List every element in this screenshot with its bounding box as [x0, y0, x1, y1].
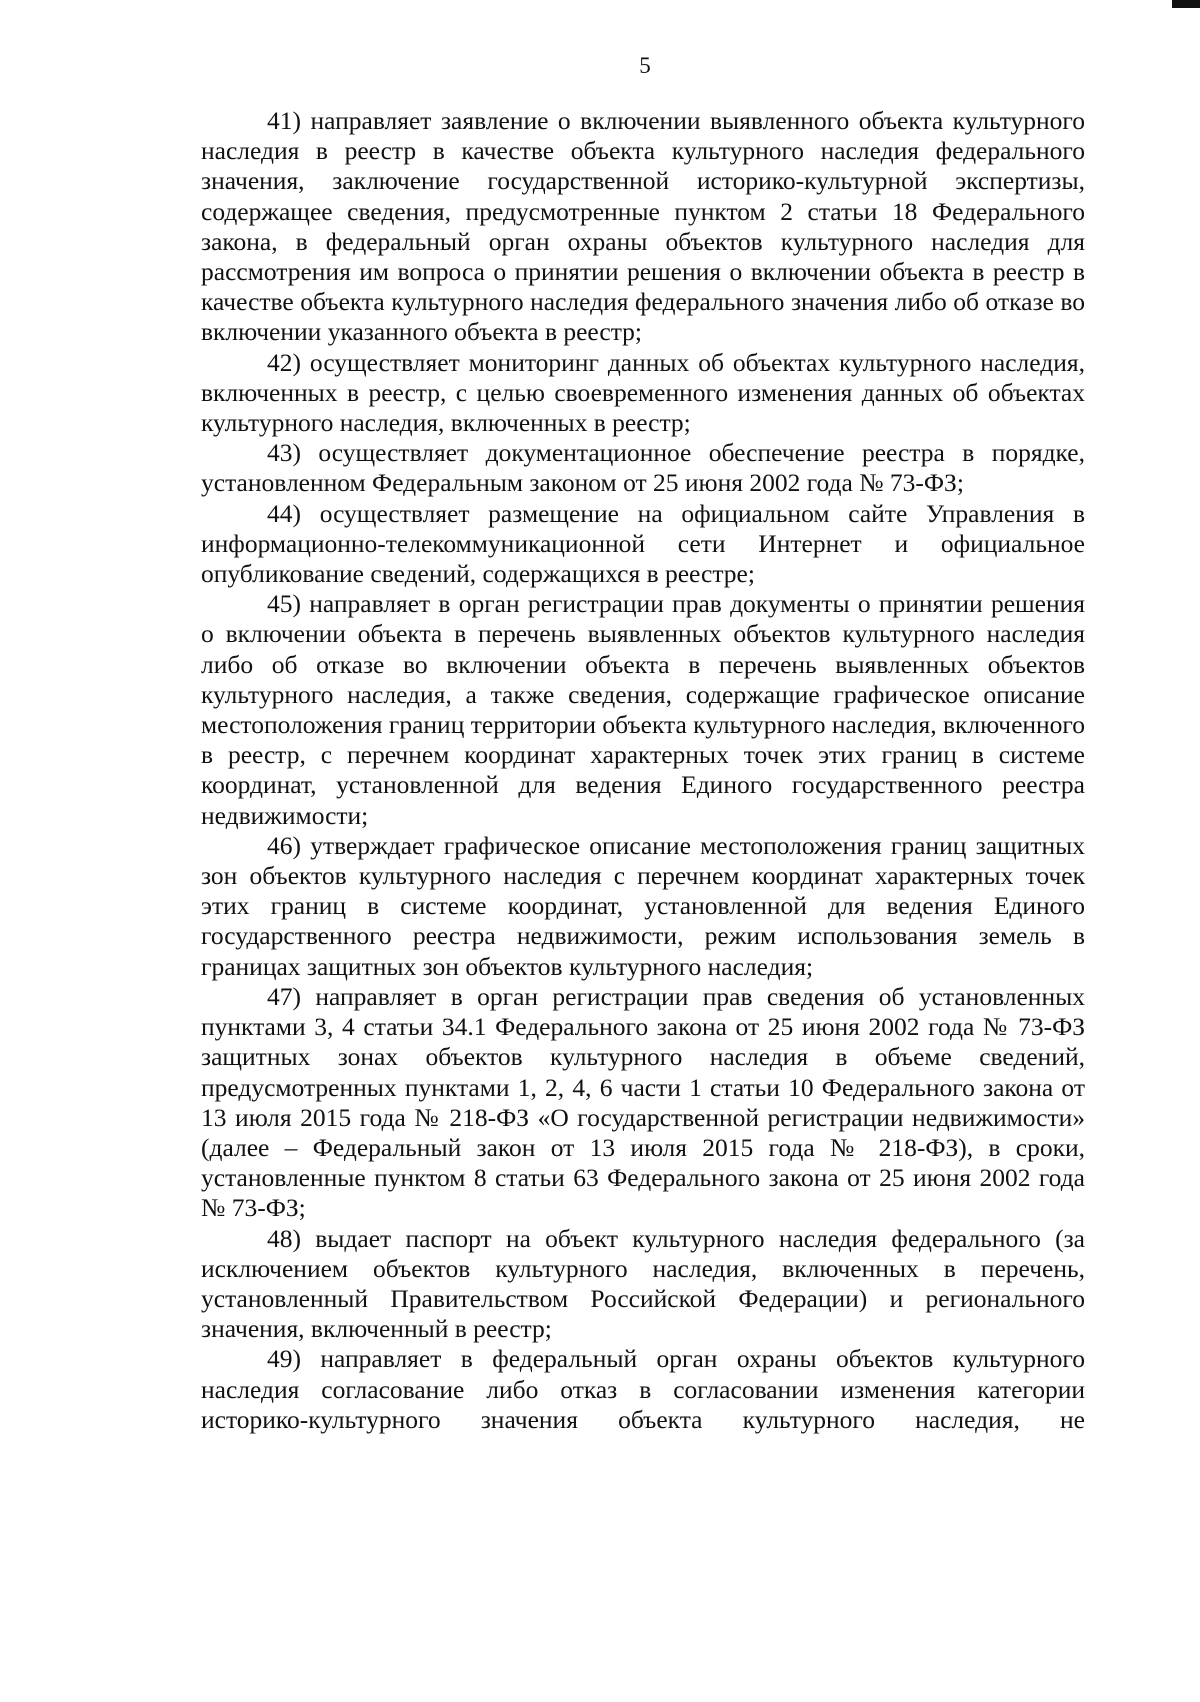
paragraph-44: 44) осуществляет размещение на официальном сайте Управления в информационно-телекоммуникационной сети Интернет и официальное опубликование сведений, содержащихся в реестре;	[201, 498, 1085, 589]
page-number: 5	[639, 53, 651, 78]
document-body	[201, 106, 1085, 1435]
paragraph-47: 47) направляет в орган регистрации прав сведения об установленных пунктами 3, 4 статьи 34.1 Федерального закона от 25 июня 2002 года № 73-ФЗ защитных зонах объектов культурного наследия в объеме сведений, предусмотренных пунктами 1, 2, 4, 6 части 1 статьи 10 Федерального закона от 13 июля 2015 года № 218-ФЗ «О государственной регистрации недвижимости» (далее – Федеральный закон от 13 июля 2015 года № 218-ФЗ), в сроки, установленные пунктом 8 статьи 63 Федерального закона от 25 июня 2002 года № 73-ФЗ;	[201, 981, 1085, 1223]
paragraph-42: 42) осуществляет мониторинг данных об объектах культурного наследия, включенных в реестр, с целью своевременного изменения данных об объектах культурного наследия, включенных в реестр;	[201, 347, 1085, 438]
paragraph-46: 46) утверждает графическое описание местоположения границ защитных зон объектов культурного наследия с перечнем координат характерных точек этих границ в системе координат, установленной для ведения Единого государственного реестра недвижимости, режим использования земель в границах защитных зон объектов культурного наследия;	[201, 830, 1085, 981]
paragraph-49: 49) направляет в федеральный орган охраны объектов культурного наследия согласование либо отказ в согласовании изменения категории историко-культурного значения объекта культурного наследия, не	[201, 1344, 1085, 1434]
paragraph-41: 41) направляет заявление о включении выявленного объекта культурного наследия в реестр в качестве объекта культурного наследия федерального значения, заключение государственной историко-культурной экспертизы, содержащее сведения, предусмотренные пунктом 2 статьи 18 Федерального закона, в федеральный орган охраны объектов культурного наследия для рассмотрения им вопроса о принятии решения о включении объекта в реестр в качестве объекта культурного наследия федерального значения либо об отказе во включении указанного объекта в реестр;	[201, 106, 1085, 347]
paragraph-48: 48) выдает паспорт на объект культурного наследия федерального (за исключением объектов культурного наследия, включенных в перечень, установленный Правительством Российской Федерации) и регионального значения, включенный в реестр;	[201, 1223, 1085, 1344]
paragraph-45: 45) направляет в орган регистрации прав документы о принятии решения о включении объекта в перечень выявленных объектов культурного наследия либо об отказе во включении объекта в перечень выявленных объектов культурного наследия, а также сведения, содержащие графическое описание местоположения границ территории объекта культурного наследия, включенного в реестр, с перечнем координат характерных точек этих границ в системе координат, установленной для ведения Единого государственного реестра недвижимости;	[201, 589, 1085, 830]
scan-edge-mark	[1172, 0, 1200, 8]
paragraph-43: 43) осуществляет документационное обеспечение реестра в порядке, установленном Федеральным законом от 25 июня 2002 года № 73-ФЗ;	[201, 438, 1085, 498]
